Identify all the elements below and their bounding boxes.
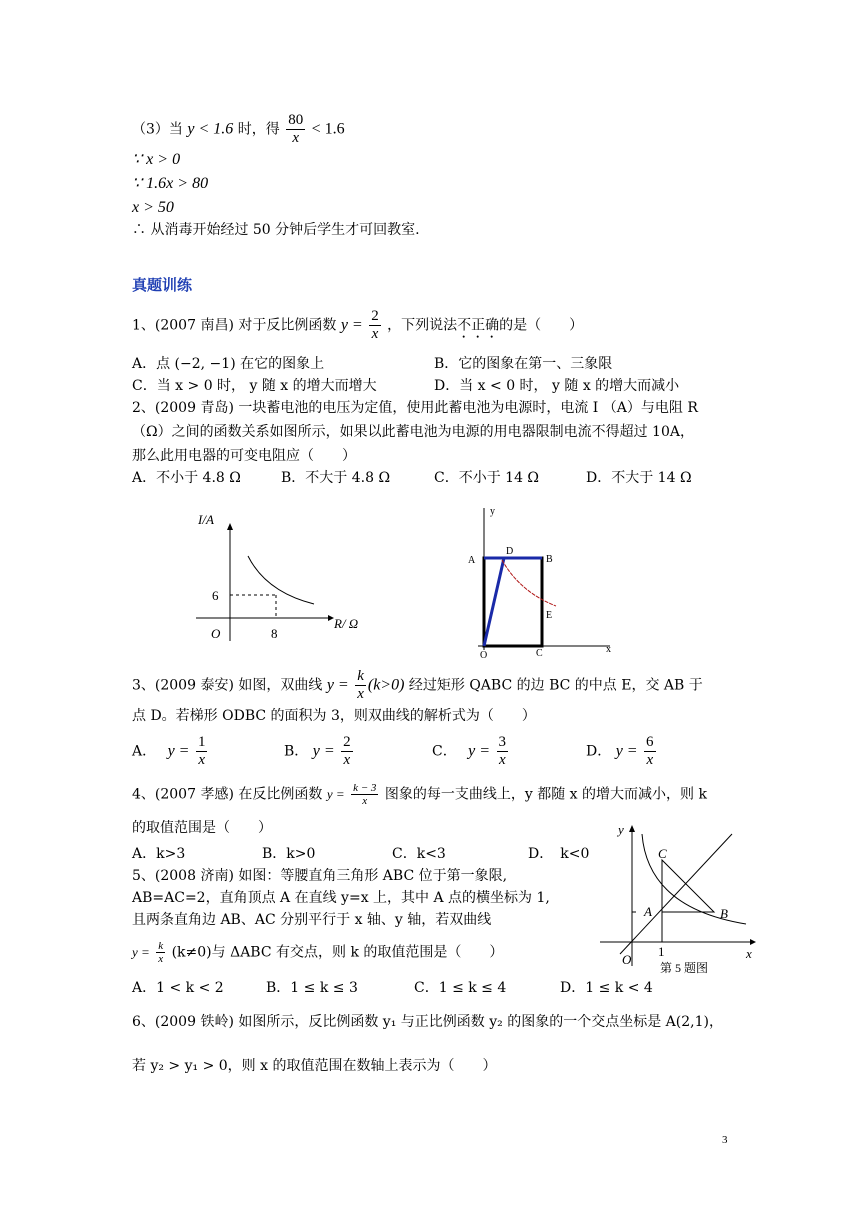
frac-den: x [198, 752, 206, 768]
fraction [355, 668, 366, 703]
y-axis-label: I/A [198, 512, 214, 527]
page-number: 3 [722, 1134, 728, 1146]
frac-den: x [362, 795, 368, 807]
frac-den: x [158, 953, 164, 965]
question-2-line-2: （Ω）之间的函数关系如图所示，如果以此蓄电池为电源的用电器限制电流不得超过 10A， [132, 424, 694, 440]
q-math: (k>0) [367, 676, 405, 694]
option-label: D． [586, 743, 612, 760]
y-label: y [490, 506, 495, 517]
question-5-line-2: AB=AC=2，直角顶点 A 在直线 y=x 上，其中 A 点的横坐标为 1, [132, 890, 550, 906]
frac-num: 2 [371, 308, 379, 324]
frac-num: 2 [343, 734, 351, 750]
q3-option-a [132, 734, 209, 769]
q3-option-c [432, 734, 510, 769]
fraction [497, 734, 509, 769]
figure-current-resistance [196, 506, 376, 646]
q-text: 的是（ ） [499, 317, 584, 334]
y-label: y [618, 822, 624, 837]
question-4-line-1 [132, 782, 707, 807]
tick-y-label: 6 [212, 588, 219, 603]
option-label: A． [132, 743, 150, 760]
frac-den: x [646, 752, 654, 768]
fraction [369, 308, 381, 343]
q2-option-c: C．不小于 14 Ω [434, 470, 540, 486]
q3-option-d [586, 734, 658, 769]
y-axis-arrow [227, 523, 233, 530]
point-e-label: E [546, 610, 553, 621]
frac-num: k − 3 [353, 782, 377, 794]
q5-option-d: D．1 ≤ k < 4 [560, 980, 653, 996]
question-5-line-1: 5、(2008 济南) 如图：等腰直角三角形 ABC 位于第一象限, [132, 868, 508, 884]
fraction [156, 940, 165, 965]
q4-option-d: D． k<0 [528, 846, 590, 862]
line-y-equals-x [620, 834, 732, 954]
fraction [196, 734, 208, 769]
q2-option-d: D．不大于 14 Ω [586, 470, 692, 486]
solution-line-3: ∵ 1.6x > 80 [132, 175, 209, 192]
figure-triangle-hyperbola [596, 820, 762, 980]
frac-den: x [357, 686, 364, 702]
frac-num: k [357, 668, 364, 684]
solution-line-1 [132, 112, 345, 147]
question-6-line-1: 6、(2009 铁岭) 如图所示，反比例函数 y₁ 与正比例函数 y₂ 的图象的一个交点坐标是 A(2,1)， [132, 1014, 723, 1030]
q4-option-a: A．k>3 [132, 846, 186, 862]
q-math: y = [167, 742, 190, 760]
frac-num: 80 [288, 112, 304, 128]
fraction [351, 782, 378, 807]
solution-text: 时，得 [237, 121, 280, 138]
q-math: y = [326, 676, 349, 694]
q-text: 4、(2007 孝感) 在反比例函数 [132, 786, 323, 803]
point-b-label: B [720, 906, 728, 921]
q-math: y = [312, 742, 335, 760]
point-o-label: O [480, 650, 488, 660]
tick-x-label: 8 [271, 626, 278, 641]
q2-option-a: A．不小于 4.8 Ω [132, 470, 241, 486]
frac-num: 1 [197, 734, 206, 750]
q-text: 经过矩形 QABC 的边 BC 的中点 E，交 AB 于 [408, 677, 703, 694]
point-a-label: A [468, 555, 476, 566]
frac-den: x [292, 130, 300, 146]
q3-option-b [284, 734, 355, 769]
question-4-line-2: 的取值范围是（ ） [132, 820, 272, 836]
solution-text: （3）当 [132, 121, 183, 138]
option-label: B． [284, 743, 309, 760]
fraction [341, 734, 353, 769]
question-2-line-3: 那么此用电器的可变电阻应（ ） [132, 448, 356, 464]
q-math: y = [132, 944, 150, 960]
triangle-abc [662, 860, 714, 912]
solution-line-2: ∵ x > 0 [132, 151, 181, 168]
frac-num: 3 [498, 734, 507, 750]
frac-num: 6 [646, 734, 654, 750]
y-axis-arrow [629, 825, 635, 832]
q2-option-b: B．不大于 4.8 Ω [281, 470, 391, 486]
q-text: 图象的每一支曲线上，y 都随 x 的增大而减小，则 k [384, 786, 707, 803]
option-label: C． [432, 743, 450, 760]
solution-line-4: x > 50 [132, 199, 174, 216]
question-1 [132, 308, 583, 343]
point-a-label: A [644, 904, 652, 919]
tick-label-1: 1 [658, 944, 665, 959]
q5-option-a: A．1 < k < 2 [132, 980, 224, 996]
question-2-line-1: 2、(2009 青岛) 一块蓄电池的电压为定值，使用此蓄电池为电源时，电流 I （A）与电阻 R [132, 400, 698, 416]
segment-od [484, 558, 504, 646]
figure-rectangle-hyperbola [460, 500, 630, 660]
x-axis-arrow [750, 939, 756, 945]
origin-label: O [622, 952, 632, 967]
q4-option-c: C．k<3 [392, 846, 446, 862]
x-label: x [606, 644, 611, 655]
q1-option-b: B．它的图象在第一、三象限 [434, 356, 613, 372]
q5-option-b: B．1 ≤ k ≤ 3 [266, 980, 358, 996]
x-axis-label: R/ Ω [334, 616, 359, 631]
question-3-line-1 [132, 668, 703, 703]
frac-num: k [158, 940, 164, 952]
point-c-label: C [658, 846, 667, 861]
q-math: y = [615, 742, 638, 760]
frac-den: x [343, 752, 351, 768]
x-label: x [746, 946, 752, 961]
q-text: (k≠0)与 ΔABC 有交点，则 k 的取值范围是（ ） [171, 944, 504, 961]
q1-option-c: C．当 x > 0 时， y 随 x 的增大而增大 [132, 378, 377, 394]
q-text: 1、(2007 南昌) 对于反比例函数 [132, 317, 337, 334]
section-title: 真题训练 [132, 276, 193, 294]
fraction [644, 734, 656, 769]
question-5-line-4 [132, 940, 503, 965]
q-text: 3、(2009 泰安) 如图，双曲线 [132, 677, 323, 694]
q5-option-c: C．1 ≤ k ≤ 4 [414, 980, 507, 996]
question-3-line-2: 点 D。若梯形 ODBC 的面积为 3，则双曲线的解析式为（ ） [132, 708, 536, 724]
figure-caption: 第 5 题图 [660, 961, 709, 975]
q-math: y = [326, 786, 345, 802]
point-d-label: D [506, 546, 514, 557]
hyperbola-curve [248, 556, 314, 604]
q1-option-d: D．当 x < 0 时， y 随 x 的增大而减小 [434, 378, 680, 394]
point-c-label: C [536, 648, 543, 659]
q-text: ，下列说法 [387, 317, 458, 334]
solution-condition: y < 1.6 [187, 120, 234, 138]
fraction [286, 112, 305, 147]
q-math: y = [340, 316, 363, 334]
solution-line-5: ∴ 从消毒开始经过 50 分钟后学生才可回教室. [132, 222, 420, 238]
hyperbola-curve [502, 560, 556, 606]
point-b-label: B [546, 554, 553, 565]
frac-den: x [371, 326, 379, 342]
q-math: y = [468, 742, 491, 760]
q1-option-a: A．点 (−2, −1) 在它的图象上 [132, 356, 325, 372]
origin-label: O [211, 626, 221, 641]
frac-den: x [498, 752, 506, 768]
solution-text: < 1.6 [311, 120, 345, 138]
question-5-line-3: 且两条直角边 AB、AC 分别平行于 x 轴、y 轴，若双曲线 [132, 912, 492, 928]
q4-option-b: B．k>0 [262, 846, 316, 862]
emphasis-text: 不正确 [457, 317, 500, 334]
question-6-line-2: 若 y₂ > y₁ > 0，则 x 的取值范围在数轴上表示为（ ） [132, 1058, 497, 1074]
